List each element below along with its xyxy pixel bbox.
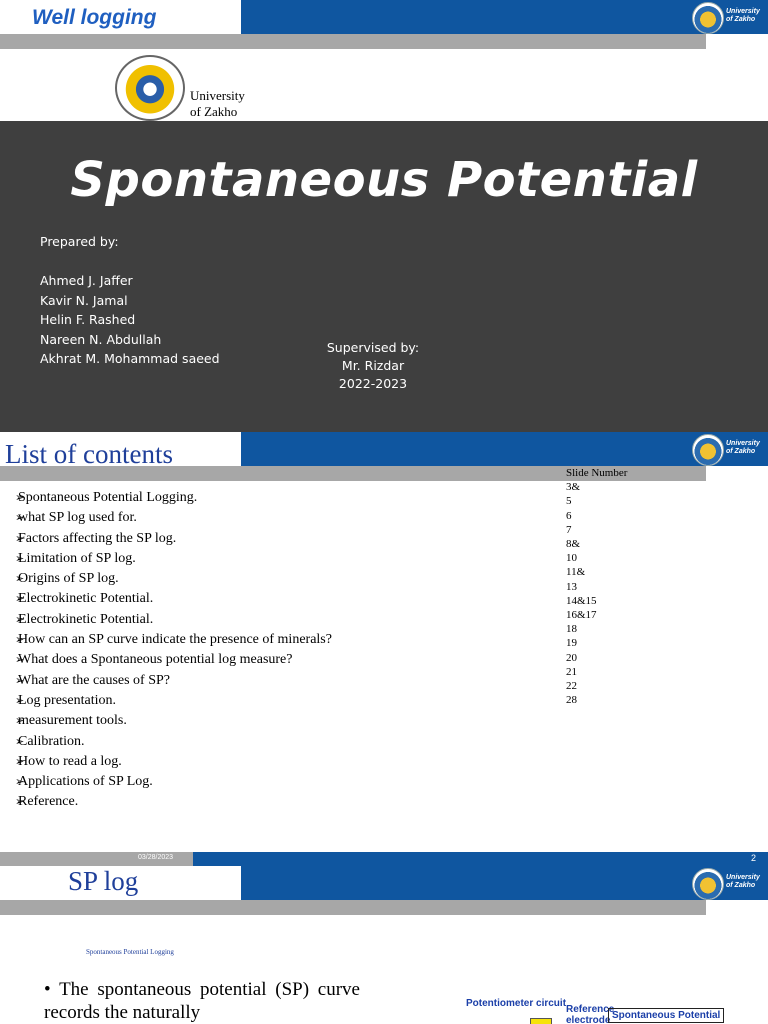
slide-number: 5 bbox=[566, 495, 572, 508]
university-badge: University of Zakho bbox=[692, 434, 756, 466]
slide-number: 19 bbox=[566, 637, 577, 650]
list-item: ➢ How can an SP curve indicate the presence of minerals? bbox=[18, 630, 332, 650]
slide-number: 13 bbox=[566, 580, 577, 593]
bullet-icon: • bbox=[44, 979, 51, 1000]
supervised-by-label: Supervised by: bbox=[326, 340, 420, 355]
slide-number: 14&15 bbox=[566, 594, 597, 607]
slide-contents bbox=[0, 432, 768, 866]
slide-number: 28 bbox=[566, 694, 577, 707]
author-name: Helin F. Rashed bbox=[40, 312, 136, 327]
header-grey-strip bbox=[0, 34, 706, 49]
list-item: ➢ Electrokinetic Potential. bbox=[18, 610, 332, 630]
author-name: Akhrat M. Mohammad saeed bbox=[40, 351, 220, 366]
contents-list bbox=[18, 488, 332, 813]
slide-number: 8& bbox=[566, 538, 581, 551]
slide-number-column bbox=[566, 466, 627, 707]
prepared-by-label: Prepared by: bbox=[40, 234, 119, 249]
list-item: ➢ Origins of SP log. bbox=[18, 569, 332, 589]
slide-sp-log bbox=[0, 866, 768, 1024]
list-item: ➢ Limitation of SP log. bbox=[18, 549, 332, 569]
supervised-by-block bbox=[318, 339, 428, 393]
author-name: Nareen N. Abdullah bbox=[40, 331, 162, 347]
section-subtitle: Spontaneous Potential Logging bbox=[86, 948, 174, 956]
slide-number: 22 bbox=[566, 680, 577, 693]
list-item: ➢ measurement tools. bbox=[18, 711, 332, 731]
list-item: ➢ Log presentation. bbox=[18, 691, 332, 711]
slide-number: 21 bbox=[566, 665, 577, 678]
slide-title bbox=[0, 0, 768, 432]
slide-number-header: Slide Number bbox=[566, 467, 628, 479]
page-title: Spontaneous Potential bbox=[70, 152, 698, 208]
supervisor-name: Mr. Rizdar bbox=[341, 358, 405, 373]
slide-number: 20 bbox=[566, 651, 577, 664]
university-seal-icon bbox=[692, 434, 724, 466]
slide-number: 7 bbox=[566, 523, 572, 536]
list-item: ➢ Reference. bbox=[18, 792, 332, 812]
reference-electrode-label: Reference electrode bbox=[566, 1004, 615, 1024]
slide-number: 10 bbox=[566, 552, 577, 565]
prepared-by-block bbox=[40, 232, 220, 369]
potentiometer-label: Potentiometer circuit bbox=[466, 998, 567, 1009]
university-seal-icon bbox=[692, 2, 724, 34]
slide-number: 18 bbox=[566, 623, 577, 636]
footer-page-number: 2 bbox=[750, 853, 756, 863]
header-band bbox=[241, 0, 768, 34]
slide-number: 11& bbox=[566, 566, 586, 579]
list-item: ➢ How to read a log. bbox=[18, 752, 332, 772]
footer-date: 03/28/2023 bbox=[138, 854, 174, 861]
slide-number: 16&17 bbox=[566, 609, 597, 622]
slide-number: 3& bbox=[566, 481, 581, 494]
list-item: ➢ Electrokinetic Potential. bbox=[18, 589, 332, 609]
university-logo-icon bbox=[115, 55, 185, 121]
academic-year: 2022-2023 bbox=[338, 376, 408, 391]
list-item: ➢ What are the causes of SP? bbox=[18, 671, 332, 691]
spontaneous-potential-box: Spontaneous Potential bbox=[608, 1008, 724, 1023]
list-item: ➢ What does a Spontaneous potential log measure? bbox=[18, 650, 332, 670]
header-band bbox=[241, 866, 768, 900]
sp-log-title: SP log bbox=[68, 866, 139, 896]
list-item: ➢ Spontaneous Potential Logging. bbox=[18, 488, 332, 508]
university-seal-icon bbox=[692, 868, 724, 900]
university-badge: University of Zakho bbox=[692, 868, 756, 900]
list-item: ➢ Calibration. bbox=[18, 732, 332, 752]
list-item: ➢ Applications of SP Log. bbox=[18, 772, 332, 792]
contents-title: List of contents bbox=[5, 439, 173, 469]
sp-circuit-diagram bbox=[466, 998, 721, 1024]
university-name: University of Zakho bbox=[190, 88, 245, 119]
header-title: Well logging bbox=[32, 6, 157, 29]
list-item: ➢ Factors affecting the SP log. bbox=[18, 529, 332, 549]
slide-number: 6 bbox=[566, 509, 572, 522]
header-grey-strip bbox=[0, 900, 706, 915]
author-name: Kavir N. Jamal bbox=[40, 292, 128, 308]
bullet-text: • The spontaneous potential (SP) curve records the naturally bbox=[44, 979, 360, 1023]
header-band bbox=[241, 432, 768, 466]
author-name: Ahmed J. Jaffer bbox=[40, 273, 133, 288]
circuit-box-icon bbox=[530, 1018, 552, 1024]
university-badge: University of Zakho bbox=[692, 2, 756, 34]
list-item: ➢ what SP log used for. bbox=[18, 508, 332, 528]
